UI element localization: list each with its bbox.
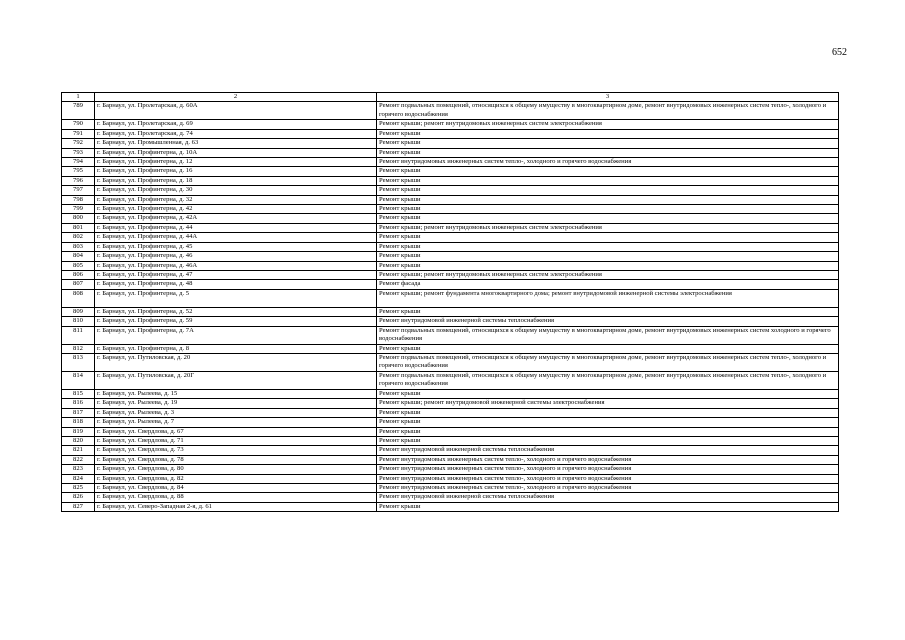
- row-work-type: Ремонт подвальных помещений, относящихся к общему имуществу в многоквартирном доме, ремонт внутридомовых инженерных систем тепло-, холодного и горячего водоснабжения: [377, 371, 839, 389]
- row-number: 819: [62, 427, 95, 436]
- row-number: 807: [62, 280, 95, 289]
- row-address: г. Барнаул, ул. Свердлова, д. 88: [95, 493, 377, 502]
- table-row: [62, 408, 839, 417]
- row-number: 818: [62, 418, 95, 427]
- row-number: 790: [62, 120, 95, 129]
- row-address: г. Барнаул, ул. Профинтерна, д. 44: [95, 223, 377, 232]
- table-row: [62, 158, 839, 167]
- table-row: [62, 129, 839, 138]
- row-address: г. Барнаул, ул. Пролетарская, д. 60А: [95, 102, 377, 120]
- row-number: 811: [62, 326, 95, 344]
- row-work-type: Ремонт крыши: [377, 214, 839, 223]
- row-number: 820: [62, 436, 95, 445]
- row-address: г. Барнаул, ул. Свердлова, д. 67: [95, 427, 377, 436]
- row-address: г. Барнаул, ул. Пролетарская, д. 74: [95, 129, 377, 138]
- row-number: 795: [62, 167, 95, 176]
- row-work-type: Ремонт крыши: [377, 148, 839, 157]
- row-work-type: Ремонт крыши: [377, 502, 839, 511]
- table-row: [62, 280, 839, 289]
- row-address: г. Барнаул, ул. Свердлова, д. 78: [95, 455, 377, 464]
- row-number: 793: [62, 148, 95, 157]
- row-work-type: Ремонт внутридомовых инженерных систем тепло-, холодного и горячего водоснабжения: [377, 474, 839, 483]
- row-address: г. Барнаул, ул. Профинтерна, д. 8: [95, 344, 377, 353]
- header-row: [62, 93, 839, 102]
- row-address: г. Барнаул, ул. Путиловская, д. 20Г: [95, 371, 377, 389]
- row-work-type: Ремонт крыши; ремонт внутридомовых инженерных систем электроснабжения: [377, 270, 839, 279]
- row-address: г. Барнаул, ул. Профинтерна, д. 47: [95, 270, 377, 279]
- table-row: [62, 502, 839, 511]
- row-address: г. Барнаул, ул. Рылеева, д. 3: [95, 408, 377, 417]
- row-address: г. Барнаул, ул. Свердлова, д. 73: [95, 446, 377, 455]
- row-work-type: Ремонт фасада: [377, 280, 839, 289]
- row-address: г. Барнаул, ул. Северо-Западная 2-я, д. 61: [95, 502, 377, 511]
- row-number: 796: [62, 176, 95, 185]
- row-number: 822: [62, 455, 95, 464]
- table-row: [62, 195, 839, 204]
- header-col-1: 1: [62, 93, 95, 102]
- header-col-3: 3: [377, 93, 839, 102]
- row-work-type: Ремонт крыши: [377, 205, 839, 214]
- row-work-type: Ремонт крыши: [377, 139, 839, 148]
- row-address: г. Барнаул, ул. Профинтерна, д. 45: [95, 242, 377, 251]
- row-address: г. Барнаул, ул. Профинтерна, д. 42А: [95, 214, 377, 223]
- table-row: [62, 167, 839, 176]
- row-work-type: Ремонт внутридомовой инженерной системы теплоснабжения: [377, 493, 839, 502]
- row-address: г. Барнаул, ул. Профинтерна, д. 48: [95, 280, 377, 289]
- row-work-type: Ремонт внутридомовых инженерных систем тепло-, холодного и горячего водоснабжения: [377, 484, 839, 493]
- row-address: г. Барнаул, ул. Профинтерна, д. 18: [95, 176, 377, 185]
- table-row: [62, 436, 839, 445]
- row-address: г. Барнаул, ул. Свердлова, д. 80: [95, 465, 377, 474]
- row-number: 801: [62, 223, 95, 232]
- row-work-type: Ремонт крыши: [377, 167, 839, 176]
- row-address: г. Барнаул, ул. Профинтерна, д. 10А: [95, 148, 377, 157]
- table-row: [62, 493, 839, 502]
- row-address: г. Барнаул, ул. Профинтерна, д. 46: [95, 252, 377, 261]
- row-work-type: Ремонт крыши: [377, 195, 839, 204]
- row-address: г. Барнаул, ул. Профинтерна, д. 46А: [95, 261, 377, 270]
- row-work-type: Ремонт крыши: [377, 389, 839, 398]
- row-work-type: Ремонт крыши: [377, 344, 839, 353]
- table-row: [62, 261, 839, 270]
- row-number: 804: [62, 252, 95, 261]
- table-row: [62, 223, 839, 232]
- table-row: [62, 455, 839, 464]
- row-number: 813: [62, 353, 95, 371]
- table-row: [62, 465, 839, 474]
- row-number: 817: [62, 408, 95, 417]
- row-work-type: Ремонт крыши; ремонт внутридомовых инженерных систем электроснабжения: [377, 223, 839, 232]
- row-number: 792: [62, 139, 95, 148]
- table-row: [62, 344, 839, 353]
- row-work-type: Ремонт крыши: [377, 252, 839, 261]
- row-address: г. Барнаул, ул. Рылеева, д. 15: [95, 389, 377, 398]
- table-row: [62, 326, 839, 344]
- row-number: 824: [62, 474, 95, 483]
- row-address: г. Барнаул, ул. Профинтерна, д. 7А: [95, 326, 377, 344]
- row-number: 802: [62, 233, 95, 242]
- row-address: г. Барнаул, ул. Свердлова, д. 84: [95, 484, 377, 493]
- row-work-type: Ремонт крыши: [377, 261, 839, 270]
- row-address: г. Барнаул, ул. Профинтерна, д. 42: [95, 205, 377, 214]
- row-work-type: Ремонт крыши; ремонт внутридомовых инженерных систем электроснабжения: [377, 120, 839, 129]
- row-address: г. Барнаул, ул. Профинтерна, д. 12: [95, 158, 377, 167]
- row-work-type: Ремонт крыши: [377, 436, 839, 445]
- row-number: 816: [62, 399, 95, 408]
- row-number: 799: [62, 205, 95, 214]
- table-row: [62, 205, 839, 214]
- row-number: 806: [62, 270, 95, 279]
- row-address: г. Барнаул, ул. Профинтерна, д. 5: [95, 289, 377, 307]
- row-number: 791: [62, 129, 95, 138]
- row-work-type: Ремонт подвальных помещений, относящихся к общему имуществу в многоквартирном доме, ремонт внутридомовых инженерных систем тепло-, холодного и горячего водоснабжения: [377, 353, 839, 371]
- table-row: [62, 252, 839, 261]
- row-work-type: Ремонт внутридомовой инженерной системы теплоснабжения: [377, 317, 839, 326]
- row-address: г. Барнаул, ул. Свердлова, д. 71: [95, 436, 377, 445]
- table-row: [62, 399, 839, 408]
- row-address: г. Барнаул, ул. Профинтерна, д. 16: [95, 167, 377, 176]
- row-work-type: Ремонт внутридомовой инженерной системы теплоснабжения: [377, 446, 839, 455]
- table-body: [62, 102, 839, 512]
- row-address: г. Барнаул, ул. Профинтерна, д. 44А: [95, 233, 377, 242]
- row-number: 805: [62, 261, 95, 270]
- header-col-2: 2: [95, 93, 377, 102]
- row-number: 821: [62, 446, 95, 455]
- row-address: г. Барнаул, ул. Пролетарская, д. 69: [95, 120, 377, 129]
- table-row: [62, 214, 839, 223]
- row-address: г. Барнаул, ул. Промышленная, д. 63: [95, 139, 377, 148]
- row-work-type: Ремонт крыши; ремонт внутридомовой инженерной системы электроснабжения: [377, 399, 839, 408]
- row-address: г. Барнаул, ул. Рылеева, д. 19: [95, 399, 377, 408]
- table-row: [62, 389, 839, 398]
- row-number: 797: [62, 186, 95, 195]
- row-work-type: Ремонт крыши: [377, 186, 839, 195]
- row-work-type: Ремонт внутридомовых инженерных систем тепло-, холодного и горячего водоснабжения: [377, 465, 839, 474]
- table-row: [62, 102, 839, 120]
- table-row: [62, 289, 839, 307]
- row-address: г. Барнаул, ул. Рылеева, д. 7: [95, 418, 377, 427]
- table-row: [62, 120, 839, 129]
- row-number: 815: [62, 389, 95, 398]
- row-number: 798: [62, 195, 95, 204]
- row-number: 809: [62, 307, 95, 316]
- row-number: 826: [62, 493, 95, 502]
- table-row: [62, 317, 839, 326]
- row-address: г. Барнаул, ул. Свердлова, д. 82: [95, 474, 377, 483]
- table-row: [62, 427, 839, 436]
- row-address: г. Барнаул, ул. Профинтерна, д. 32: [95, 195, 377, 204]
- row-work-type: Ремонт крыши; ремонт фундамента многоквартирного дома; ремонт внутридомовой инженерной системы электроснабжения: [377, 289, 839, 307]
- table-row: [62, 353, 839, 371]
- row-number: 814: [62, 371, 95, 389]
- table-row: [62, 139, 839, 148]
- row-number: 794: [62, 158, 95, 167]
- row-number: 823: [62, 465, 95, 474]
- row-work-type: Ремонт крыши: [377, 176, 839, 185]
- row-work-type: Ремонт крыши: [377, 418, 839, 427]
- row-number: 810: [62, 317, 95, 326]
- row-work-type: Ремонт крыши: [377, 242, 839, 251]
- row-address: г. Барнаул, ул. Профинтерна, д. 30: [95, 186, 377, 195]
- table-row: [62, 307, 839, 316]
- table-row: [62, 148, 839, 157]
- row-work-type: Ремонт крыши: [377, 233, 839, 242]
- row-address: г. Барнаул, ул. Профинтерна, д. 59: [95, 317, 377, 326]
- row-number: 812: [62, 344, 95, 353]
- table-row: [62, 176, 839, 185]
- table-row: [62, 186, 839, 195]
- row-work-type: Ремонт крыши: [377, 427, 839, 436]
- repair-registry-table: [61, 92, 839, 512]
- row-number: 808: [62, 289, 95, 307]
- table-row: [62, 233, 839, 242]
- table-row: [62, 418, 839, 427]
- table-row: [62, 242, 839, 251]
- row-work-type: Ремонт крыши: [377, 408, 839, 417]
- row-work-type: Ремонт крыши: [377, 129, 839, 138]
- table-header: [62, 93, 839, 102]
- table-row: [62, 371, 839, 389]
- table-row: [62, 474, 839, 483]
- row-address: г. Барнаул, ул. Путиловская, д. 20: [95, 353, 377, 371]
- table-row: [62, 446, 839, 455]
- row-number: 827: [62, 502, 95, 511]
- page-number: 652: [832, 47, 847, 58]
- table-row: [62, 270, 839, 279]
- row-address: г. Барнаул, ул. Профинтерна, д. 52: [95, 307, 377, 316]
- row-number: 800: [62, 214, 95, 223]
- row-work-type: Ремонт подвальных помещений, относящихся к общему имуществу в многоквартирном доме, ремонт внутридомовых инженерных систем тепло-, холодного и горячего водоснабжения: [377, 102, 839, 120]
- row-work-type: Ремонт подвальных помещений, относящихся к общему имуществу в многоквартирном доме, ремонт внутридомовых инженерных систем холодного и горячего водоснабжения: [377, 326, 839, 344]
- row-number: 789: [62, 102, 95, 120]
- row-work-type: Ремонт внутридомовых инженерных систем тепло-, холодного и горячего водоснабжения: [377, 455, 839, 464]
- row-number: 825: [62, 484, 95, 493]
- row-work-type: Ремонт внутридомовых инженерных систем тепло-, холодного и горячего водоснабжения: [377, 158, 839, 167]
- row-work-type: Ремонт крыши: [377, 307, 839, 316]
- row-number: 803: [62, 242, 95, 251]
- table-row: [62, 484, 839, 493]
